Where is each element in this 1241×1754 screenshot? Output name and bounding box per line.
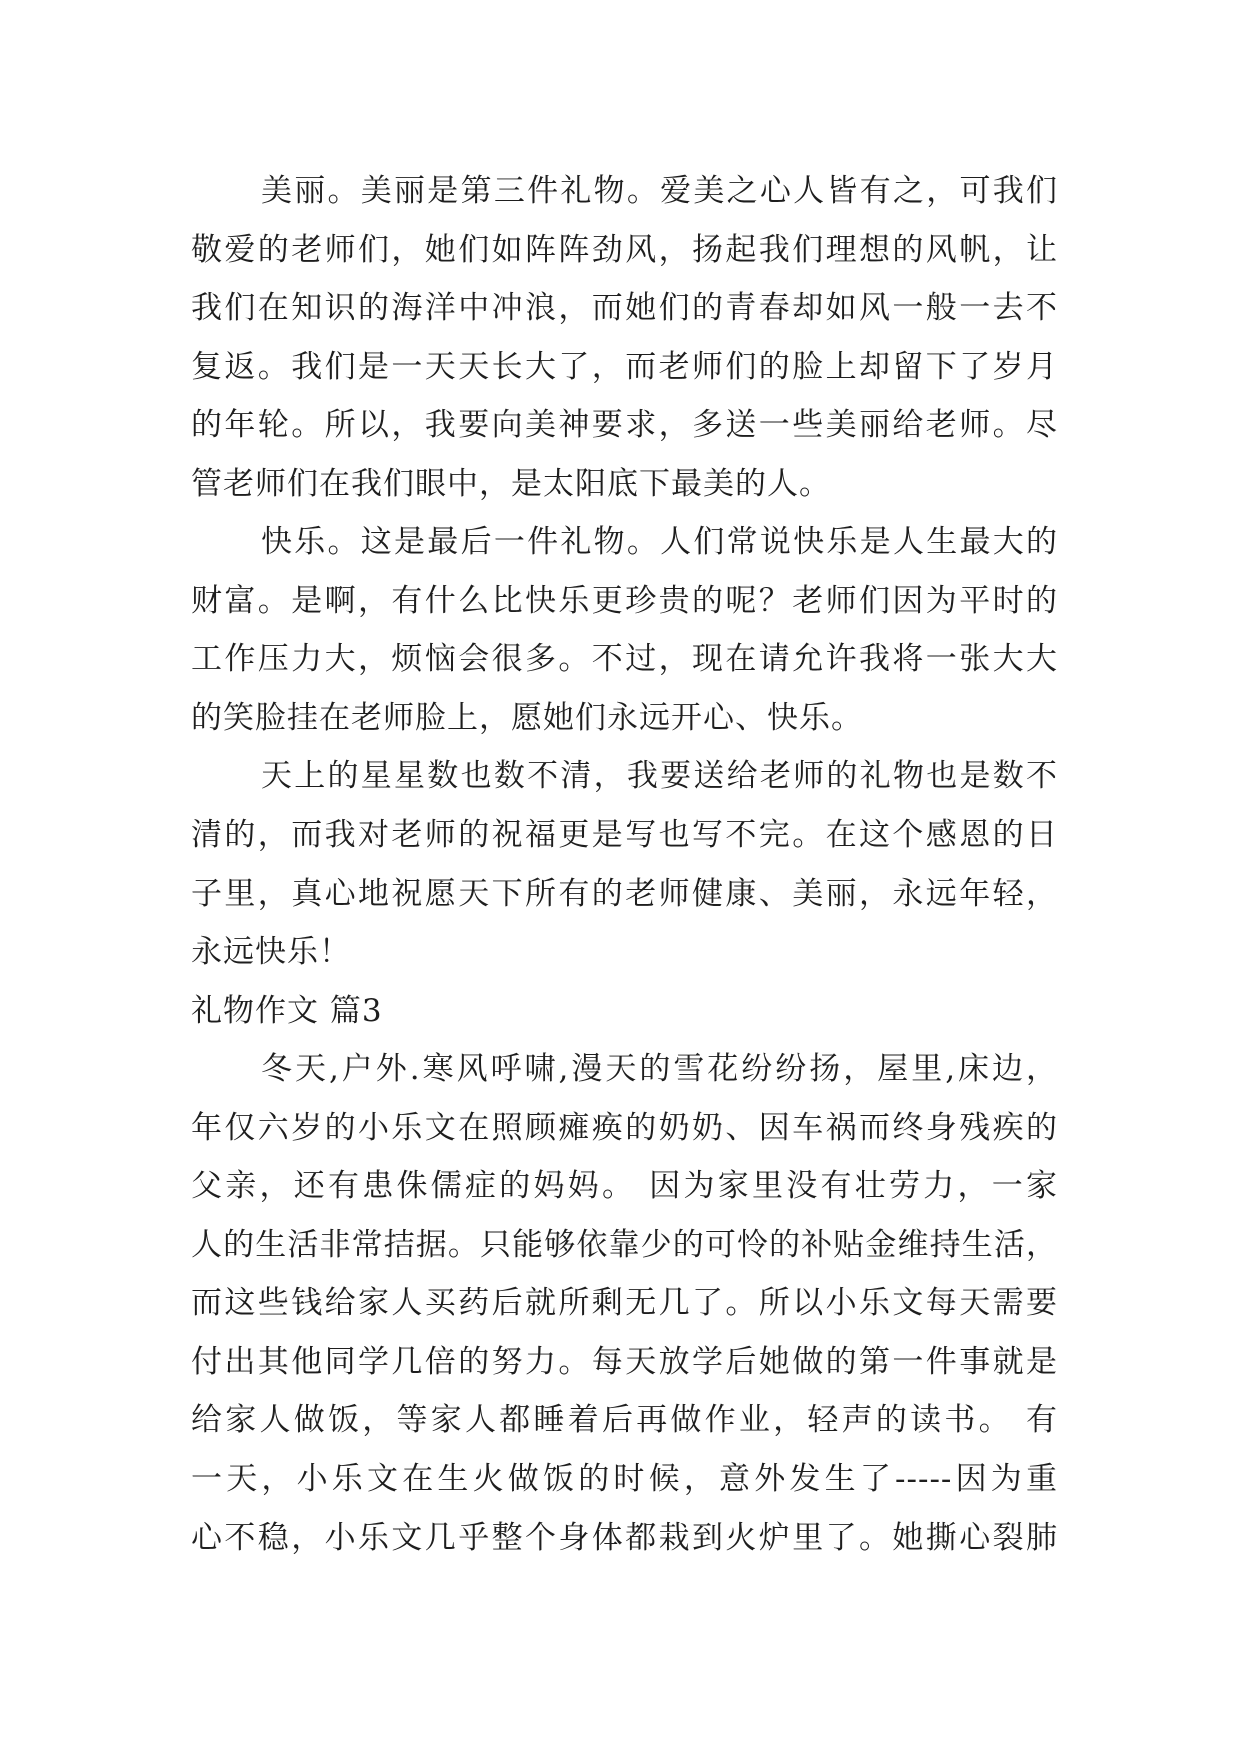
paragraph-beauty — [191, 162, 1058, 513]
paragraph-line: 我们在知识的海洋中冲浪，而她们的青春却如风一般一去不 — [191, 290, 1058, 327]
paragraph-line: 美丽。美丽是第三件礼物。爱美之心人皆有之，可我们 — [261, 173, 1058, 209]
paragraph-line: 管老师们在我们眼中，是太阳底下最美的人。 — [191, 465, 831, 502]
paragraph-line: 年仅六岁的小乐文在照顾瘫痪的奶奶、因车祸而终身残疾的 — [191, 1109, 1058, 1146]
paragraph-line: 快乐。这是最后一件礼物。人们常说快乐是人生最大的 — [261, 524, 1058, 561]
paragraph-line: 子里，真心地祝愿天下所有的老师健康、美丽，永远年轻， — [191, 875, 1058, 912]
section-title: 礼物作文 篇3 — [191, 992, 383, 1029]
paragraph-line: 而这些钱给家人买药后就所剩无几了。所以小乐文每天需要 — [191, 1285, 1058, 1322]
paragraph-line: 工作压力大，烦恼会很多。不过，现在请允许我将一张大大 — [191, 641, 1058, 678]
paragraph-winter — [191, 1040, 1058, 1567]
paragraph-line: 一天，小乐文在生火做饭的时候，意外发生了-----因为重 — [191, 1461, 1058, 1498]
paragraph-line: 的笑脸挂在老师脸上，愿她们永远开心、快乐。 — [191, 699, 863, 736]
paragraph-line: 给家人做饭，等家人都睡着后再做作业，轻声的读书。 有 — [191, 1402, 1058, 1439]
paragraph-line: 付出其他同学几倍的努力。每天放学后她做的第一件事就是 — [191, 1343, 1058, 1380]
paragraph-line: 的年轮。所以，我要向美神要求，多送一些美丽给老师。尽 — [191, 407, 1058, 444]
paragraph-line: 人的生活非常拮据。只能够依靠少的可怜的补贴金维持生活， — [191, 1226, 1058, 1263]
paragraph-line: 复返。我们是一天天长大了，而老师们的脸上却留下了岁月 — [191, 348, 1058, 385]
paragraph-conclusion — [191, 747, 1058, 981]
text-column — [191, 162, 1058, 1567]
paragraph-happiness — [191, 513, 1058, 747]
paragraph-line: 清的，而我对老师的祝福更是写也写不完。在这个感恩的日 — [191, 817, 1058, 854]
paragraph-line: 财富。是啊，有什么比快乐更珍贵的呢？老师们因为平时的 — [191, 582, 1058, 619]
paragraph-line: 父亲，还有患侏儒症的妈妈。 因为家里没有壮劳力，一家 — [191, 1168, 1058, 1205]
paragraph-line: 天上的星星数也数不清，我要送给老师的礼物也是数不 — [261, 758, 1058, 795]
paragraph-line: 敬爱的老师们，她们如阵阵劲风，扬起我们理想的风帆，让 — [191, 231, 1058, 268]
paragraph-line: 冬天,户外.寒风呼啸,漫天的雪花纷纷扬，屋里,床边， — [261, 1051, 1058, 1088]
paragraph-line: 心不稳，小乐文几乎整个身体都栽到火炉里了。她撕心裂肺 — [191, 1519, 1058, 1556]
paragraph-line: 永远快乐！ — [191, 934, 351, 971]
